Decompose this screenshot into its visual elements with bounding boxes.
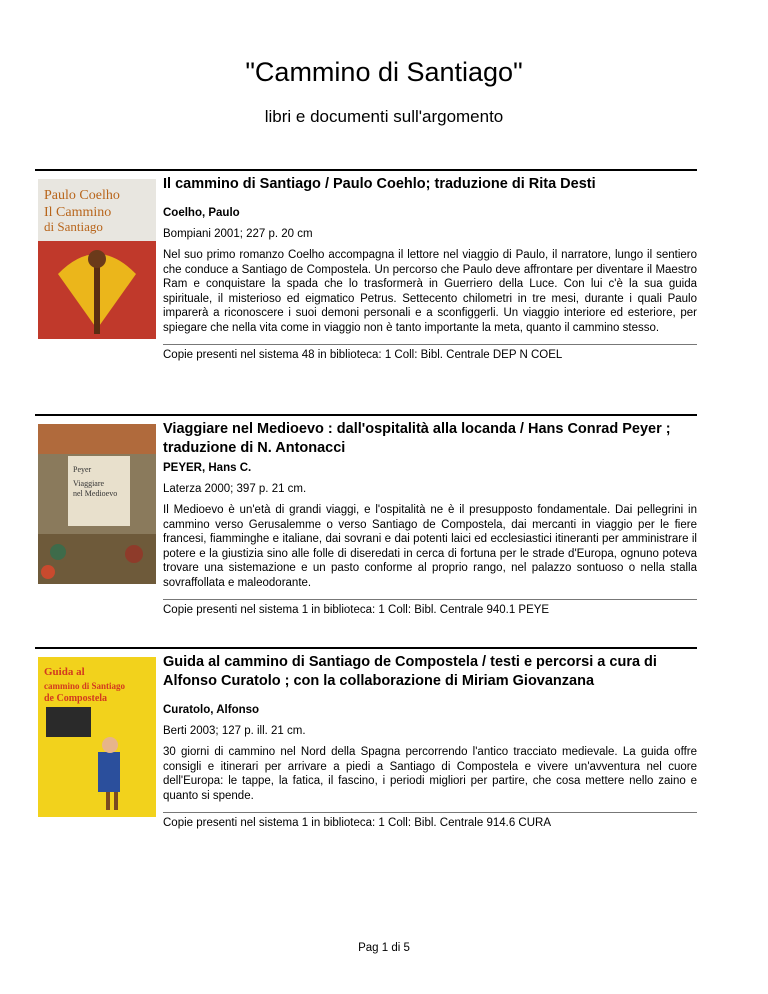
book-title: Il cammino di Santiago / Paulo Coehlo; traduzione di Rita Desti xyxy=(163,176,596,192)
book-author: Curatolo, Alfonso xyxy=(163,704,260,716)
book-description: Nel suo primo romanzo Coelho accompagna il lettore nel viaggio di Paulo, il narratore, lungo il sentiero che conduce a Santiago de Compostela. Un percorso che Paulo deve affrontare per diventare il Maestro Ram e conquistare la spada che lo trasformerà in Guerriero della Luce. Con lui c'è la sua guida spirituale, il misterioso ed eigmatico Petrus. Settecento chilometri in tre mesi, durante i quali Paulo imparerà a riconoscere i suoi demoni personali e a sconfiggerli. Un viaggio interiore ed esteriore, per spiegare che nella vita come in viaggio non è tanto importante la meta, quanto il cammino stesso. xyxy=(163,249,697,334)
copies-divider xyxy=(163,599,697,600)
page-subtitle: libri e documenti sull'argomento xyxy=(264,107,504,126)
book-publication: Laterza 2000; 397 p. 21 cm. xyxy=(163,483,307,495)
cover-text: cammino di Santiago xyxy=(44,681,126,691)
page-title: "Cammino di Santiago" xyxy=(245,57,523,87)
book-title: Viaggiare nel Medioevo : dall'ospitalità alla locanda / Hans Conrad Peyer ; traduzione di N. Antonacci xyxy=(163,421,671,456)
copies-divider xyxy=(163,812,697,813)
book-description: Il Medioevo è un'età di grandi viaggi, e l'ospitalità ne è il presupposto fondamentale. Dai pellegrini in cammino verso Gerusalemme o verso Santiago de Compostela, dai mercanti in viaggio per le fiere francesi, fiamminghe e italiane, dai sovrani e dai potenti laici ed ecclesiastici itineranti per amministrare il potere e la giustizia sino alle folle di diseredati in cerca di fortuna per le strade d'Europa, ognuno poteva trovare una sistemazione e un pasto conforme al proprio rango, nel palazzo sontuoso o nella stalla sovraffollata e maleodorante. xyxy=(163,504,697,589)
cover-text: Paulo Coelho xyxy=(44,188,120,203)
book-cover-image xyxy=(38,424,156,584)
cover-text: nel Medioevo xyxy=(73,489,118,498)
cover-text: Peyer xyxy=(73,465,92,474)
entry-divider xyxy=(35,169,697,171)
cover-text: de Compostela xyxy=(44,693,108,704)
entry-divider xyxy=(35,647,697,649)
book-cover-image xyxy=(38,657,156,817)
book-author: Coelho, Paulo xyxy=(163,207,240,219)
entry-divider xyxy=(35,414,697,416)
book-title: Guida al cammino di Santiago de Compostela / testi e percorsi a cura di Alfonso Curatolo ; con la collaborazione di Miriam Giovanzana xyxy=(163,654,657,689)
book-description: 30 giorni di cammino nel Nord della Spagna percorrendo l'antico tracciato medievale. La guida offre consigli e itinerari per arrivare a piedi a Santiago di Compostela e vivere un'avventura nel cuore dell'Europa: le tappe, la fatica, il fascino, i periodi migliori per partire, che cosa mettere nello zaino e quanto si spende. xyxy=(163,746,697,802)
cover-text: Il Cammino xyxy=(44,205,112,220)
book-author: PEYER, Hans C. xyxy=(163,462,252,474)
book-cover-image xyxy=(38,179,156,339)
cover-text: Viaggiare xyxy=(73,479,105,488)
cover-text: di Santiago xyxy=(44,219,103,234)
copies-divider xyxy=(163,344,697,345)
book-copies: Copie presenti nel sistema 48 in biblioteca: 1 Coll: Bibl. Centrale DEP N COEL xyxy=(163,349,563,361)
book-copies: Copie presenti nel sistema 1 in biblioteca: 1 Coll: Bibl. Centrale 940.1 PEYE xyxy=(163,604,550,616)
page-number: Pag 1 di 5 xyxy=(358,942,410,954)
book-copies: Copie presenti nel sistema 1 in biblioteca: 1 Coll: Bibl. Centrale 914.6 CURA xyxy=(163,817,552,829)
book-publication: Bompiani 2001; 227 p. 20 cm xyxy=(163,228,313,240)
cover-text: Guida al xyxy=(44,666,85,678)
book-publication: Berti 2003; 127 p. ill. 21 cm. xyxy=(163,725,306,737)
